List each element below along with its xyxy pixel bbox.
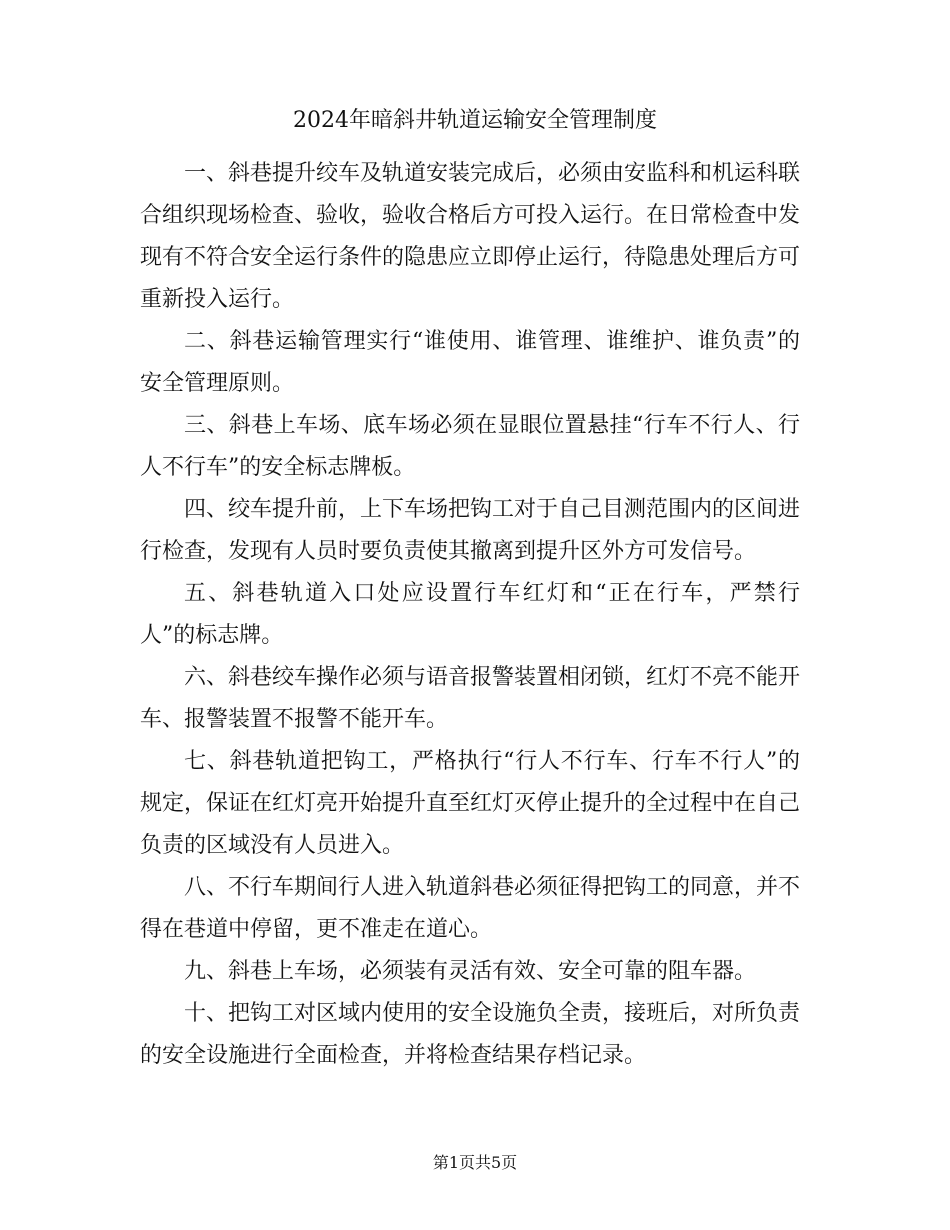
paragraph-4: 四、绞车提升前，上下车场把钩工对于自己目测范围内的区间进行检查，发现有人员时要负责使其撤离到提升区外方可发信号。 xyxy=(140,497,801,564)
paragraph-2: 二、斜巷运输管理实行“谁使用、谁管理、谁维护、谁负责”的安全管理原则。 xyxy=(140,329,800,396)
page-number-footer: 第1页共5页 xyxy=(432,1153,518,1172)
paragraph-6: 六、斜巷绞车操作必须与语音报警装置相闭锁，红灯不亮不能开车、报警装置不报警不能开车。 xyxy=(140,665,801,732)
paragraph-9: 九、斜巷上车场，必须装有灵活有效、安全可靠的阻车器。 xyxy=(184,959,757,984)
document-body xyxy=(140,153,800,1077)
paragraph-7: 七、斜巷轨道把钩工，严格执行“行人不行车、行车不行人”的规定，保证在红灯亮开始提升直至红灯灭停止提升的全过程中在自己负责的区域没有人员进入。 xyxy=(140,749,801,858)
paragraph-5: 五、斜巷轨道入口处应设置行车红灯和“正在行车，严禁行人”的标志牌。 xyxy=(140,581,800,648)
document-title: 2024年暗斜井轨道运输安全管理制度 xyxy=(293,108,657,133)
paragraph-10: 十、把钩工对区域内使用的安全设施负全责，接班后，对所负责的安全设施进行全面检查，并将检查结果存档记录。 xyxy=(140,1001,801,1068)
paragraph-1: 一、斜巷提升绞车及轨道安装完成后，必须由安监科和机运科联合组织现场检查、验收，验收合格后方可投入运行。在日常检查中发现有不符合安全运行条件的隐患应立即停止运行，待隐患处理后方可重新投入运行。 xyxy=(140,161,801,312)
paragraph-8: 八、不行车期间行人进入轨道斜巷必须征得把钩工的同意，并不得在巷道中停留，更不准走在道心。 xyxy=(140,875,801,942)
paragraph-3: 三、斜巷上车场、底车场必须在显眼位置悬挂“行车不行人、行人不行车”的安全标志牌板。 xyxy=(140,413,800,480)
